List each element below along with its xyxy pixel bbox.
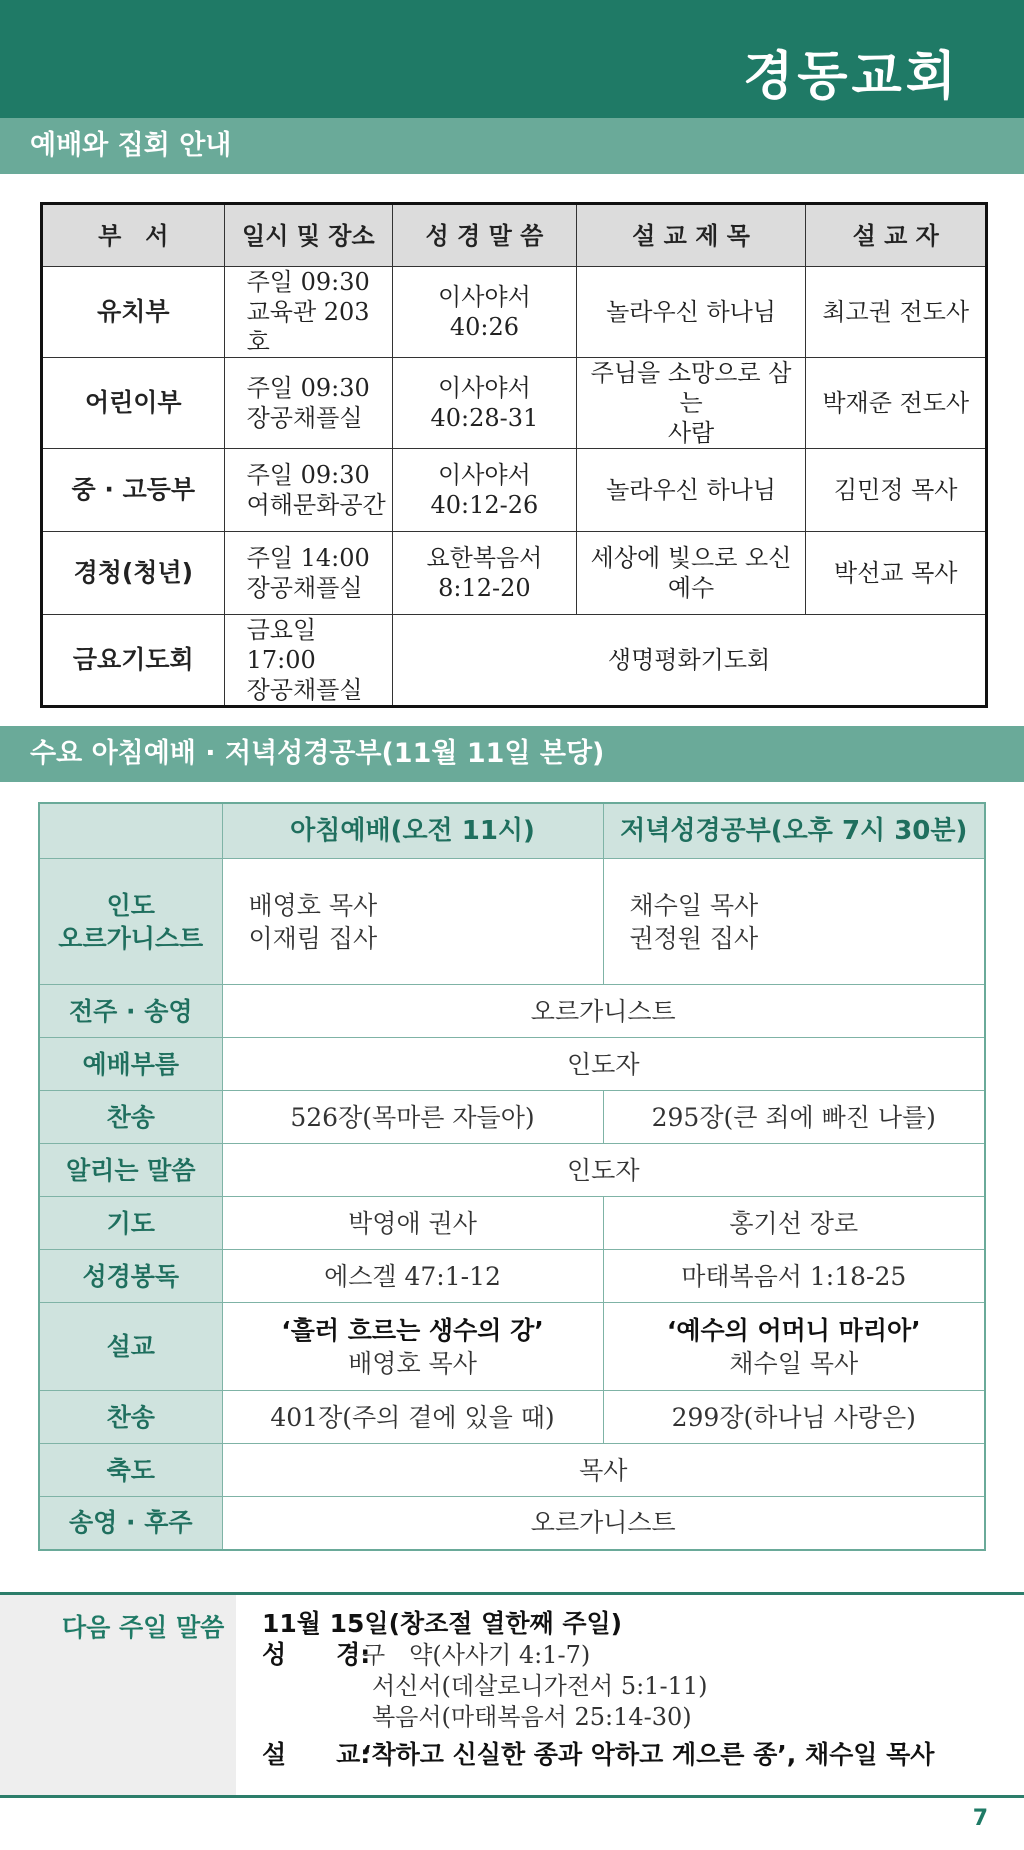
table-row xyxy=(39,1303,985,1391)
preacher-cell: 박선교 목사 xyxy=(806,532,987,615)
table-row xyxy=(39,985,985,1038)
table-row xyxy=(42,449,987,532)
next-sunday-bible-row: 성 경:구 약(사사기 4:1-7) xyxy=(262,1640,591,1669)
hymn2-evening: 299장(하나님 사랑은) xyxy=(603,1391,985,1444)
prayer-evening: 홍기선 장로 xyxy=(603,1197,985,1250)
table-row xyxy=(39,1038,985,1091)
col-header-sermon: 설 교 제 목 xyxy=(576,204,806,267)
bible-cell: 요한복음서 8:12-20 xyxy=(393,532,577,615)
leader-label: 인도 오르가니스트 xyxy=(39,859,222,985)
next-sunday-label: 다음 주일 말씀 xyxy=(62,1613,225,1642)
table-row xyxy=(39,1091,985,1144)
next-sunday-sermon-row: 설 교:‘착하고 신실한 종과 악하고 게으른 종’, 채수일 목사 xyxy=(262,1740,935,1769)
sermon-cell: 놀라우신 하나님 xyxy=(576,449,806,532)
hymn-label: 찬송 xyxy=(39,1091,222,1144)
reading-evening: 마태복음서 1:18-25 xyxy=(603,1250,985,1303)
preacher-cell: 박재준 전도사 xyxy=(806,358,987,449)
table-row xyxy=(42,267,987,358)
col-header-dept: 부 서 xyxy=(42,204,225,267)
time-place-cell: 금요일 17:00 장공채플실 xyxy=(224,615,393,707)
table-row xyxy=(39,1250,985,1303)
time-place-cell: 주일 09:30 교육관 203호 xyxy=(224,267,393,358)
col-header-bible: 성 경 말 씀 xyxy=(393,204,577,267)
bible-cell: 이사야서 40:12-26 xyxy=(393,449,577,532)
dept-cell: 중 · 고등부 xyxy=(42,449,225,532)
table-row xyxy=(42,358,987,449)
top-banner xyxy=(0,0,1024,118)
sermon-morning: ‘흘러 흐르는 생수의 강’ 배영호 목사 xyxy=(222,1303,603,1391)
hymn-morning: 526장(목마른 자들아) xyxy=(222,1091,603,1144)
next-sunday-gospel: 복음서(마태복음서 25:14-30) xyxy=(372,1703,692,1731)
corner-cell xyxy=(39,803,222,859)
postlude-label: 송영 · 후주 xyxy=(39,1497,222,1550)
bible-cell: 이사야서 40:26 xyxy=(393,267,577,358)
table-row xyxy=(39,1197,985,1250)
announce-label: 알리는 말씀 xyxy=(39,1144,222,1197)
time-place-cell: 주일 09:30 여해문화공간 xyxy=(224,449,393,532)
table-row xyxy=(42,532,987,615)
announce-value: 인도자 xyxy=(222,1144,985,1197)
hymn-evening: 295장(큰 죄에 빠진 나를) xyxy=(603,1091,985,1144)
prelude-value: 오르가니스트 xyxy=(222,985,985,1038)
postlude-value: 오르가니스트 xyxy=(222,1497,985,1550)
time-place-cell: 주일 09:30 장공채플실 xyxy=(224,358,393,449)
sermon-cell: 세상에 빛으로 오신 예수 xyxy=(576,532,806,615)
dept-cell: 경청(청년) xyxy=(42,532,225,615)
section-title-wednesday: 수요 아침예배 · 저녁성경공부(11월 11일 본당) xyxy=(0,726,1024,782)
hymn2-label: 찬송 xyxy=(39,1391,222,1444)
sermon-evening: ‘예수의 어머니 마리아’ 채수일 목사 xyxy=(603,1303,985,1391)
col-header-time: 일시 및 장소 xyxy=(224,204,393,267)
bible-cell: 이사야서 40:28-31 xyxy=(393,358,577,449)
reading-label: 성경봉독 xyxy=(39,1250,222,1303)
prayer-label: 기도 xyxy=(39,1197,222,1250)
sermon-label: 설교 xyxy=(39,1303,222,1391)
section-title-worship: 예배와 집회 안내 xyxy=(0,118,1024,174)
sermon-cell: 놀라우신 하나님 xyxy=(576,267,806,358)
call-label: 예배부름 xyxy=(39,1038,222,1091)
dept-cell: 금요기도회 xyxy=(42,615,225,707)
prayer-morning: 박영애 권사 xyxy=(222,1197,603,1250)
preacher-cell: 최고권 전도사 xyxy=(806,267,987,358)
preacher-cell: 김민정 목사 xyxy=(806,449,987,532)
call-value: 인도자 xyxy=(222,1038,985,1091)
hymn2-morning: 401장(주의 곁에 있을 때) xyxy=(222,1391,603,1444)
table-row xyxy=(39,1444,985,1497)
divider-bottom xyxy=(0,1795,1024,1798)
next-sunday-date: 11월 15일(창조절 열한째 주일) xyxy=(262,1609,623,1638)
table-row xyxy=(39,1497,985,1550)
blessing-value: 목사 xyxy=(222,1444,985,1497)
church-name: 경동교회 xyxy=(743,46,960,107)
morning-leaders: 배영호 목사 이재림 집사 xyxy=(222,859,603,985)
evening-leaders: 채수일 목사 권정원 집사 xyxy=(603,859,985,985)
prelude-label: 전주 · 송영 xyxy=(39,985,222,1038)
merged-program-cell: 생명평화기도회 xyxy=(393,615,987,707)
page-number: 7 xyxy=(972,1806,988,1831)
worship-schedule-table xyxy=(40,202,988,708)
dept-cell: 유치부 xyxy=(42,267,225,358)
table-row xyxy=(39,1391,985,1444)
blessing-label: 축도 xyxy=(39,1444,222,1497)
col-header-preacher: 설 교 자 xyxy=(806,204,987,267)
wednesday-service-table xyxy=(38,802,986,1551)
reading-morning: 에스겔 47:1-12 xyxy=(222,1250,603,1303)
next-sunday-content xyxy=(262,1608,934,1770)
time-place-cell: 주일 14:00 장공채플실 xyxy=(224,532,393,615)
dept-cell: 어린이부 xyxy=(42,358,225,449)
table-row xyxy=(39,859,985,985)
table-row xyxy=(39,1144,985,1197)
table-row xyxy=(42,615,987,707)
sermon-cell: 주님을 소망으로 삼는 사람 xyxy=(576,358,806,449)
col-header-morning: 아침예배(오전 11시) xyxy=(222,803,603,859)
col-header-evening: 저녁성경공부(오후 7시 30분) xyxy=(603,803,985,859)
next-sunday-epistle: 서신서(데살로니가전서 5:1-11) xyxy=(372,1672,708,1700)
